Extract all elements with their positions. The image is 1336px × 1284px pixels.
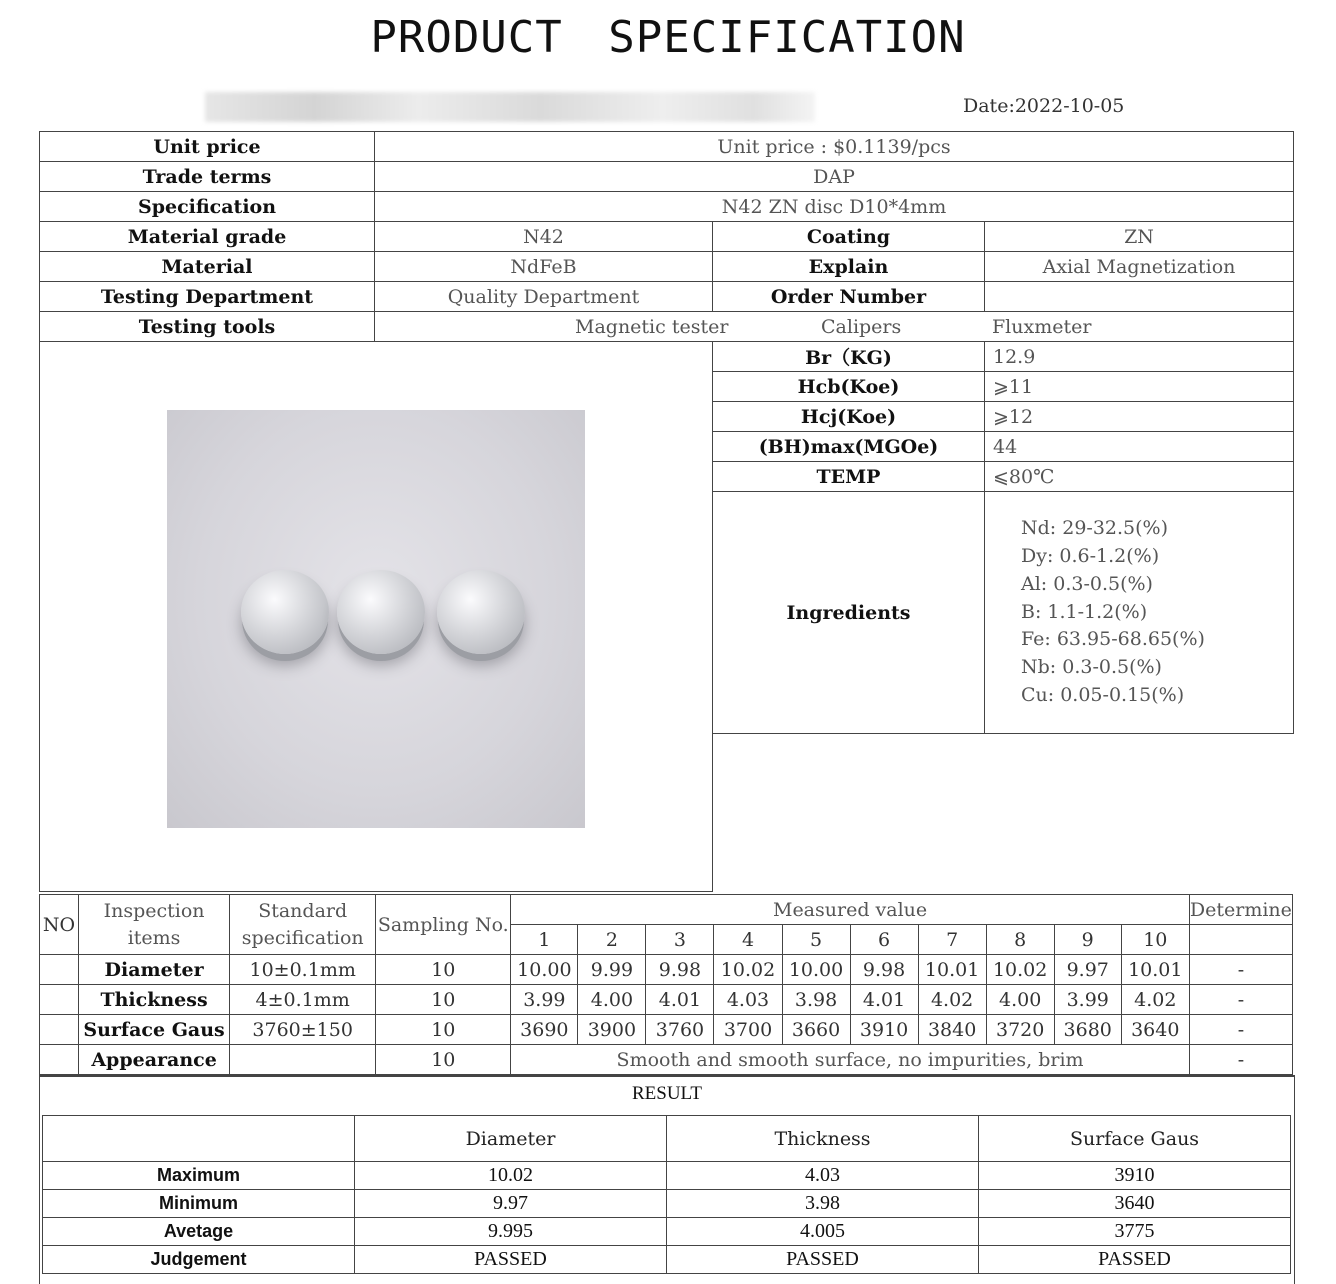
magnetic-value: ⩾12 <box>985 402 1294 432</box>
no-cell <box>40 1045 79 1075</box>
explain-value: Axial Magnetization <box>985 252 1294 282</box>
tool-calipers: Calipers <box>821 316 902 338</box>
document-date: Date:2022-10-05 <box>963 95 1125 117</box>
result-cell: 3775 <box>979 1218 1291 1246</box>
result-cell: 10.02 <box>355 1162 667 1190</box>
ingredients-label: Ingredients <box>713 492 985 734</box>
testing-tools-cell <box>375 312 1294 342</box>
standard-value: 10±0.1mm <box>230 955 376 985</box>
row-testing-tools <box>40 312 1294 342</box>
measured-cell: 10.01 <box>1121 955 1189 985</box>
measured-cell: 3660 <box>782 1015 850 1045</box>
ingredients-list <box>985 492 1294 734</box>
measured-cell: 3640 <box>1121 1015 1189 1045</box>
inspection-item: Thickness <box>79 985 230 1015</box>
appearance-description: Smooth and smooth surface, no impurities, brim <box>511 1045 1189 1075</box>
result-cell: 4.03 <box>667 1162 979 1190</box>
coating-label: Coating <box>713 222 985 252</box>
standard-value: 3760±150 <box>230 1015 376 1045</box>
measured-cell: 3.98 <box>782 985 850 1015</box>
no-cell <box>40 1015 79 1045</box>
sampling-value: 10 <box>376 1045 511 1075</box>
measure-index: 4 <box>714 925 782 955</box>
measured-cell: 10.00 <box>511 955 578 985</box>
result-row-label: Avetage <box>43 1218 355 1246</box>
testing-department-value: Quality Department <box>375 282 713 312</box>
material-grade-label: Material grade <box>40 222 375 252</box>
measured-cell: 9.99 <box>578 955 646 985</box>
table-row <box>43 1190 1291 1218</box>
measure-index: 1 <box>511 925 578 955</box>
result-cell: PASSED <box>667 1246 979 1274</box>
measured-cell: 4.02 <box>1121 985 1189 1015</box>
measure-index: 10 <box>1121 925 1189 955</box>
measure-index: 3 <box>646 925 714 955</box>
measured-cell: 4.00 <box>986 985 1054 1015</box>
magnetic-label: (BH)max(MGOe) <box>713 432 985 462</box>
measured-cell: 3840 <box>918 1015 986 1045</box>
result-corner <box>43 1116 355 1162</box>
ingredient-item: Al: 0.3-0.5(%) <box>1021 572 1153 595</box>
material-label: Material <box>40 252 375 282</box>
ingredient-item: B: 1.1-1.2(%) <box>1021 600 1148 623</box>
result-cell: 4.005 <box>667 1218 979 1246</box>
material-grade-value: N42 <box>375 222 713 252</box>
measured-cell: 4.01 <box>850 985 918 1015</box>
result-table <box>42 1115 1291 1274</box>
testing-tools-label: Testing tools <box>40 312 375 342</box>
no-header: NO <box>40 895 79 955</box>
ingredient-item: Fe: 63.95-68.65(%) <box>1021 628 1205 651</box>
result-row-label: Minimum <box>43 1190 355 1218</box>
result-cell: 3640 <box>979 1190 1291 1218</box>
determine-value: - <box>1189 955 1292 985</box>
trade-terms-value: DAP <box>375 162 1294 192</box>
blank-area <box>713 734 1294 892</box>
row-trade-terms <box>40 162 1294 192</box>
table-row-appearance <box>40 1045 1293 1075</box>
row-specification <box>40 192 1294 222</box>
result-cell: PASSED <box>979 1246 1291 1274</box>
table-row <box>43 1246 1291 1274</box>
inspection-items-header: Inspection items <box>79 895 230 955</box>
result-cell: 9.97 <box>355 1190 667 1218</box>
magnetic-value: 44 <box>985 432 1294 462</box>
sampling-header: Sampling No. <box>376 895 511 955</box>
row-material-grade <box>40 222 1294 252</box>
determine-value: - <box>1189 1015 1292 1045</box>
result-row-label: Maximum <box>43 1162 355 1190</box>
inspection-header-row <box>40 895 1293 925</box>
row-material <box>40 252 1294 282</box>
inspection-item: Appearance <box>79 1045 230 1075</box>
result-cell: 9.995 <box>355 1218 667 1246</box>
measured-cell: 4.01 <box>646 985 714 1015</box>
order-number-label: Order Number <box>713 282 985 312</box>
standard-spec-header: Standard specification <box>230 895 376 955</box>
material-value: NdFeB <box>375 252 713 282</box>
measured-cell: 3.99 <box>511 985 578 1015</box>
row-testing-department <box>40 282 1294 312</box>
measured-cell: 10.02 <box>714 955 782 985</box>
no-cell <box>40 985 79 1015</box>
determine-value: - <box>1189 1045 1292 1075</box>
magnetic-value: 12.9 <box>985 342 1294 372</box>
magnetic-label: TEMP <box>713 462 985 492</box>
page-title: PRODUCT SPECIFICATION <box>370 12 966 63</box>
ingredient-item: Nd: 29-32.5(%) <box>1021 517 1169 540</box>
no-cell <box>40 955 79 985</box>
magnetic-value: ⩾11 <box>985 372 1294 402</box>
measured-cell: 4.00 <box>578 985 646 1015</box>
inspection-item: Surface Gaus <box>79 1015 230 1045</box>
ingredient-item: Nb: 0.3-0.5(%) <box>1021 656 1162 679</box>
result-cell: PASSED <box>355 1246 667 1274</box>
measure-index: 5 <box>782 925 850 955</box>
result-section <box>39 1075 1295 1284</box>
result-column-header: Thickness <box>667 1116 979 1162</box>
measured-cell: 3910 <box>850 1015 918 1045</box>
unit-price-label: Unit price <box>40 132 375 162</box>
determine-value: - <box>1189 985 1292 1015</box>
result-cell: 3910 <box>979 1162 1291 1190</box>
magnetic-label: Hcj(Koe) <box>713 402 985 432</box>
order-number-value <box>985 282 1294 312</box>
measured-cell: 3.99 <box>1054 985 1121 1015</box>
measured-value-header: Measured value <box>511 895 1189 925</box>
measured-cell: 3760 <box>646 1015 714 1045</box>
measure-index: 7 <box>918 925 986 955</box>
testing-department-label: Testing Department <box>40 282 375 312</box>
measured-cell: 9.98 <box>850 955 918 985</box>
measured-cell: 9.98 <box>646 955 714 985</box>
magnetic-value: ⩽80℃ <box>985 462 1294 492</box>
result-column-header: Diameter <box>355 1116 667 1162</box>
sampling-value: 10 <box>376 985 511 1015</box>
result-title: RESULT <box>631 1083 703 1104</box>
measured-cell: 10.01 <box>918 955 986 985</box>
magnetic-label: Hcb(Koe) <box>713 372 985 402</box>
ingredient-item: Dy: 0.6-1.2(%) <box>1021 545 1160 567</box>
determine-header: Determine <box>1189 895 1292 925</box>
determine-blank <box>1189 925 1292 955</box>
specification-label: Specification <box>40 192 375 222</box>
result-column-header: Surface Gaus <box>979 1116 1291 1162</box>
result-row-label: Judgement <box>43 1246 355 1274</box>
coating-value: ZN <box>985 222 1294 252</box>
magnet-disc <box>241 570 329 654</box>
product-photo <box>167 410 585 828</box>
sampling-value: 10 <box>376 955 511 985</box>
trade-terms-label: Trade terms <box>40 162 375 192</box>
row-br <box>40 342 1294 372</box>
magnetic-label: Br（KG) <box>713 342 985 372</box>
inspection-item: Diameter <box>79 955 230 985</box>
table-row <box>40 1015 1293 1045</box>
measured-cell: 10.00 <box>782 955 850 985</box>
tool-fluxmeter: Fluxmeter <box>992 316 1092 338</box>
measure-index: 6 <box>850 925 918 955</box>
standard-value: 4±0.1mm <box>230 985 376 1015</box>
result-cell: 3.98 <box>667 1190 979 1218</box>
redacted-company-name <box>205 92 815 122</box>
measured-cell: 9.97 <box>1054 955 1121 985</box>
table-row <box>43 1218 1291 1246</box>
measured-cell: 3900 <box>578 1015 646 1045</box>
standard-value <box>230 1045 376 1075</box>
magnet-disc <box>337 570 425 654</box>
ingredient-item: Cu: 0.05-0.15(%) <box>1021 683 1185 706</box>
result-header-row <box>43 1116 1291 1162</box>
explain-label: Explain <box>713 252 985 282</box>
measured-cell: 4.02 <box>918 985 986 1015</box>
table-row <box>40 955 1293 985</box>
specification-value: N42 ZN disc D10*4mm <box>375 192 1294 222</box>
measured-cell: 10.02 <box>986 955 1054 985</box>
measure-index: 9 <box>1054 925 1121 955</box>
measure-index: 8 <box>986 925 1054 955</box>
measured-cell: 3720 <box>986 1015 1054 1045</box>
measure-index: 2 <box>578 925 646 955</box>
measured-cell: 3700 <box>714 1015 782 1045</box>
measured-cell: 3680 <box>1054 1015 1121 1045</box>
measured-cell: 4.03 <box>714 985 782 1015</box>
measured-cell: 3690 <box>511 1015 578 1045</box>
unit-price-value: Unit price : $0.1139/pcs <box>375 132 1294 162</box>
table-row <box>40 985 1293 1015</box>
tool-magnetic-tester: Magnetic tester <box>575 316 729 338</box>
inspection-table <box>39 894 1293 1075</box>
sampling-value: 10 <box>376 1015 511 1045</box>
row-unit-price <box>40 132 1294 162</box>
magnet-disc <box>437 570 525 654</box>
table-row <box>43 1162 1291 1190</box>
